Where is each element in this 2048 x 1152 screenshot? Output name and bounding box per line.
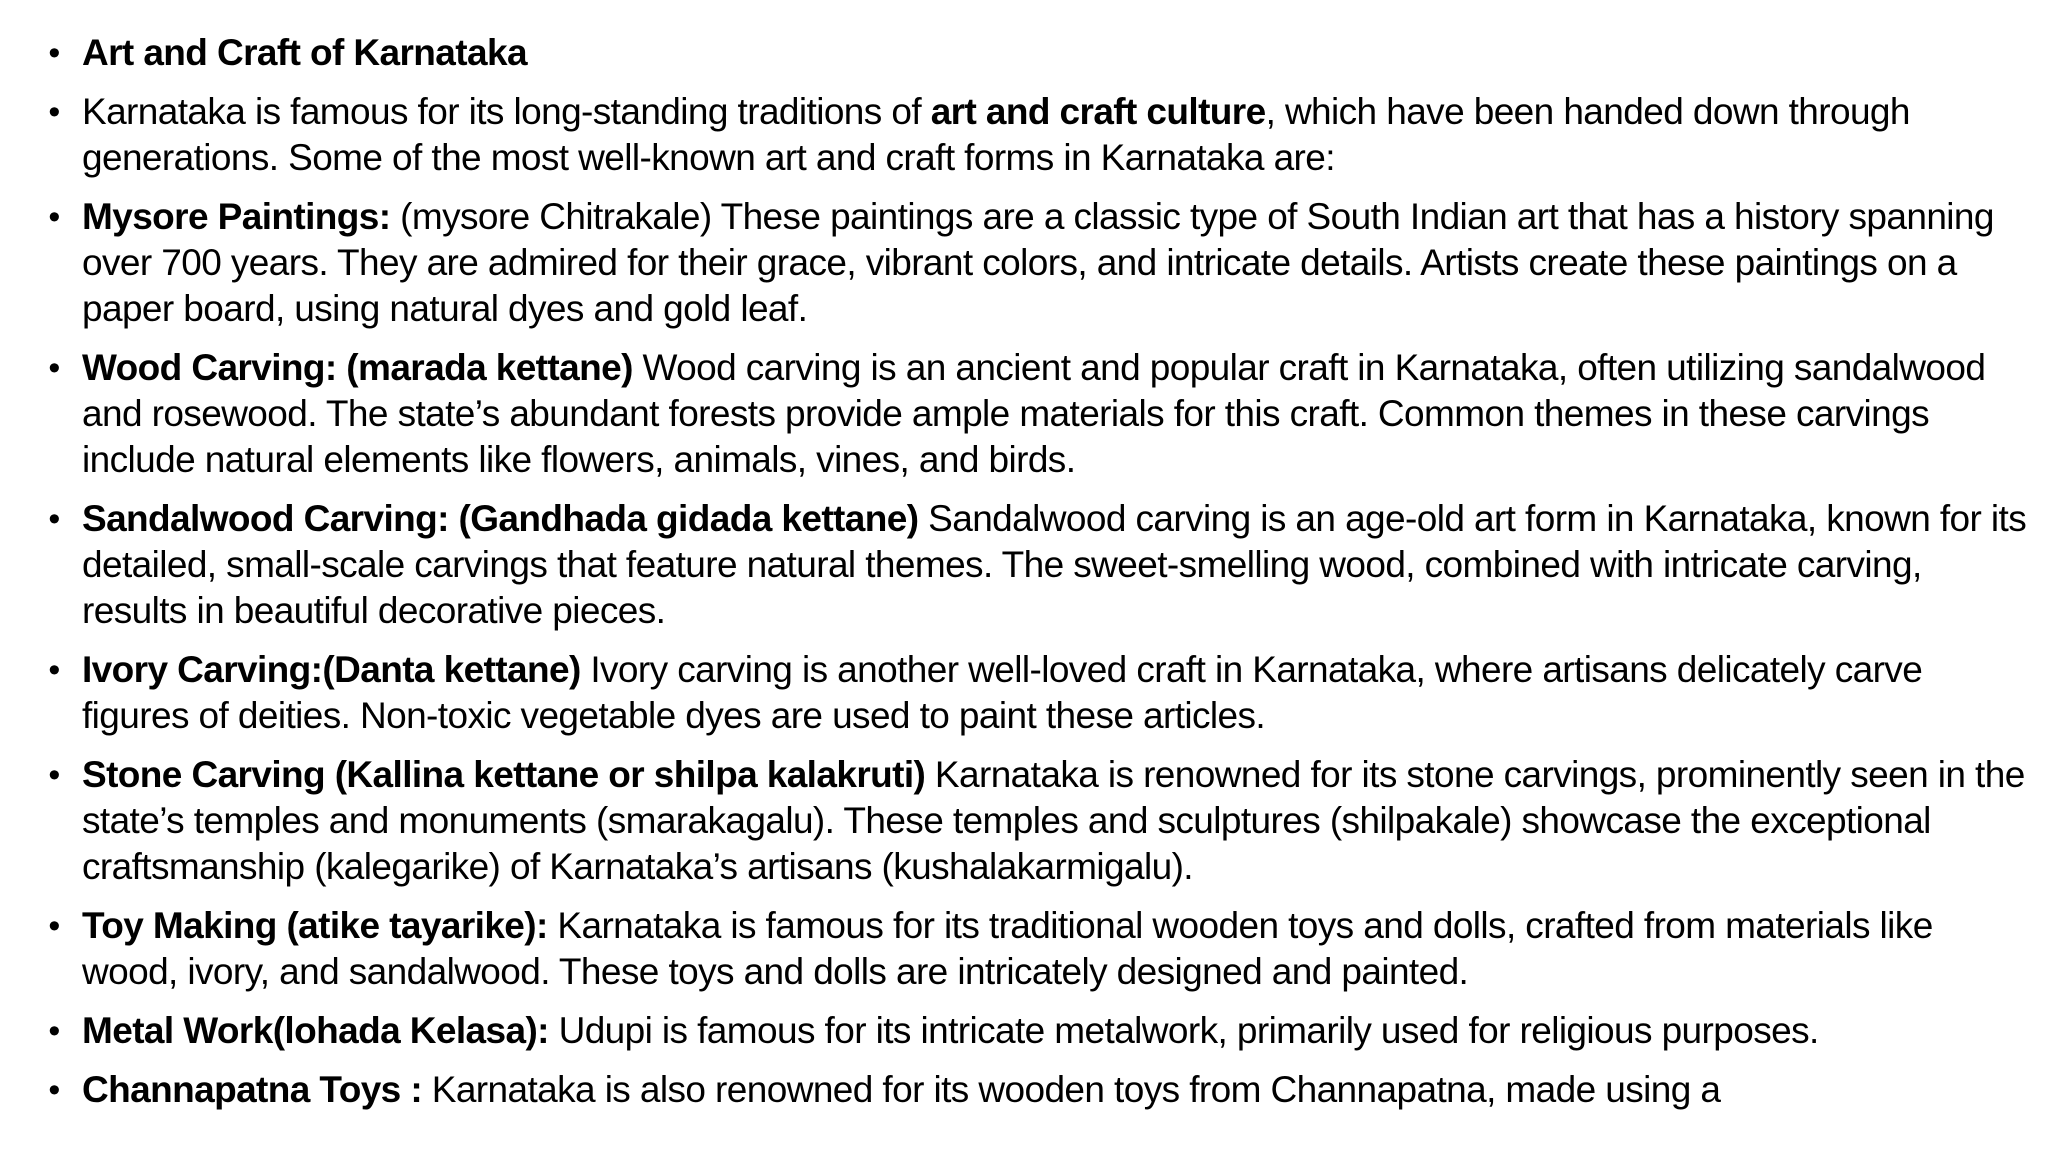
bullet-item-intro — [40, 89, 2030, 181]
bullet-item-mysore-paintings — [40, 194, 2030, 332]
bullet-text: (mysore Chitrakale) These paintings are a classic type of South Indian art that has a history spanning over 700 years. They are admired for their grace, vibrant colors, and intricate details. Artists create these paintings on a paper board, using natural dyes and gold leaf. — [82, 196, 1994, 329]
bullet-heading: Stone Carving (Kallina kettane or shilpa kalakruti) — [82, 754, 926, 795]
bullet-item-toy-making — [40, 903, 2030, 995]
bullet-heading: Mysore Paintings: — [82, 196, 391, 237]
bullet-heading: Toy Making (atike tayarike): — [82, 905, 548, 946]
bullet-dot-icon: • — [48, 1012, 60, 1050]
bullet-heading: Wood Carving: (marada kettane) — [82, 347, 633, 388]
bullet-item-title — [40, 30, 2030, 76]
bullet-list — [40, 30, 2030, 1126]
bullet-text: Karnataka is famous for its traditional wooden toys and dolls, crafted from materials like wood, ivory, and sandalwood. These toys and dolls are intricately designed and painted. — [82, 905, 1933, 992]
bullet-heading: Ivory Carving:(Danta kettane) — [82, 649, 581, 690]
bullet-text-pre: Karnataka is famous for its long-standing traditions of — [82, 91, 931, 132]
bullet-text: Wood carving is an ancient and popular craft in Karnataka, often utilizing sandalwood and rosewood. The state’s abundant forests provide ample materials for this craft. Common themes in these carvings include natural elements like flowers, animals, vines, and birds. — [82, 347, 1986, 480]
bullet-dot-icon: • — [48, 500, 60, 538]
bullet-heading: Sandalwood Carving: (Gandhada gidada kettane) — [82, 498, 919, 539]
bullet-dot-icon: • — [48, 349, 60, 387]
bullet-text: Karnataka is also renowned for its wooden toys from Channapatna, made using a — [422, 1069, 1721, 1110]
bullet-heading: Metal Work(lohada Kelasa): — [82, 1010, 549, 1051]
bullet-emphasis: art and craft culture — [930, 91, 1266, 132]
bullet-text: Ivory carving is another well-loved craft in Karnataka, where artisans delicately carve figures of deities. Non-toxic vegetable dyes are used to paint these articles. — [82, 649, 1923, 736]
bullet-item-channapatna-toys — [40, 1067, 2030, 1113]
bullet-dot-icon: • — [48, 651, 60, 689]
bullet-item-wood-carving — [40, 345, 2030, 483]
bullet-item-sandalwood-carving — [40, 496, 2030, 634]
bullet-dot-icon: • — [48, 93, 60, 131]
bullet-dot-icon: • — [48, 198, 60, 236]
bullet-dot-icon: • — [48, 1071, 60, 1109]
bullet-item-ivory-carving — [40, 647, 2030, 739]
bullet-item-metal-work — [40, 1008, 2030, 1054]
bullet-dot-icon: • — [48, 34, 60, 72]
bullet-dot-icon: • — [48, 907, 60, 945]
bullet-heading: Art and Craft of Karnataka — [82, 32, 527, 73]
bullet-text: Sandalwood carving is an age-old art form in Karnataka, known for its detailed, small-scale carvings that feature natural themes. The sweet-smelling wood, combined with intricate carving, results in beautiful decorative pieces. — [82, 498, 2027, 631]
bullet-text: Udupi is famous for its intricate metalwork, primarily used for religious purposes. — [548, 1010, 1819, 1051]
bullet-item-stone-carving — [40, 752, 2030, 890]
bullet-text: , which have been handed down through generations. Some of the most well-known art and craft forms in Karnataka are: — [82, 91, 1910, 178]
bullet-text: Karnataka is renowned for its stone carvings, prominently seen in the state’s temples and monuments (smarakagalu). These temples and sculptures (shilpakale) showcase the exceptional craftsmanship (kalegarike) of Karnataka’s artisans (kushalakarmigalu). — [82, 754, 2025, 887]
bullet-dot-icon: • — [48, 756, 60, 794]
bullet-heading: Channapatna Toys : — [82, 1069, 423, 1110]
